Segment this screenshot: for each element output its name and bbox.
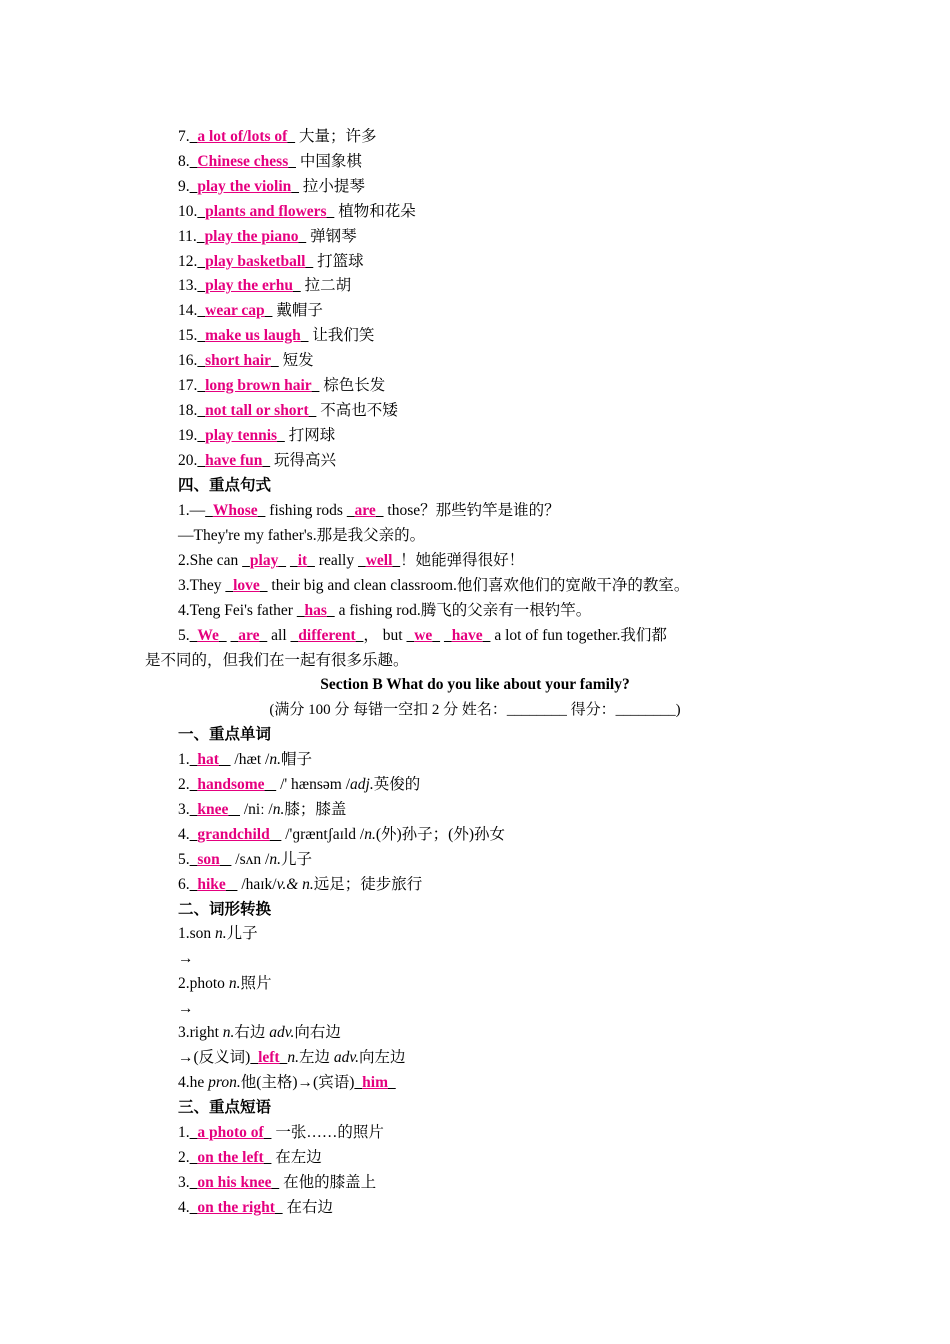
form-arrow: → — [178, 1000, 194, 1017]
phrase-item: 2. on the left 在左边 — [178, 1148, 322, 1166]
form-arrow: → — [178, 950, 194, 967]
sentence-2: 2.She can play it really well ！她能弹得很好！ — [178, 552, 525, 569]
answer-blank: play basketball — [205, 252, 306, 270]
form-item-2: 2.photo n.照片 — [178, 975, 272, 992]
answer-blank: on the left — [197, 1148, 264, 1166]
answer-blank: long brown hair — [205, 377, 312, 394]
sentence-1-reply: —They're my father's.那是我父亲的。 — [178, 527, 426, 544]
answer-blank: love — [233, 577, 260, 594]
answer-blank: We — [197, 627, 219, 644]
answer-blank: a lot of/lots of — [197, 128, 288, 145]
answer-blank: play the erhu — [205, 277, 293, 295]
answer-blank: handsome — [197, 775, 265, 793]
answer-blank: plants and flowers — [205, 202, 327, 220]
answer-blank: have — [451, 627, 483, 644]
sentence-5: 5. We are all different ， but we have a lot of fun together.我们都 — [178, 627, 667, 644]
answer-blank: play the piano — [204, 227, 299, 245]
answer-blank: knee — [197, 800, 229, 818]
answer-blank: has — [304, 602, 327, 619]
answer-blank: play tennis — [205, 426, 278, 444]
sentence-4: 4.Teng Fei's father has a fishing rod.腾飞的父亲有一根钓竿。 — [178, 602, 592, 619]
phrase-item: 9. play the violin 拉小提琴 — [178, 177, 365, 195]
phrase-item: 14. wear cap 戴帽子 — [178, 302, 323, 320]
answer-blank: different — [298, 627, 356, 644]
answer-blank: play the violin — [197, 177, 292, 195]
sentence-5-continued: 是不同的，但我们在一起有很多乐趣。 — [145, 652, 409, 669]
phrase-item: 16. short hair 短发 — [178, 352, 314, 370]
form-item-3: 3.right n.右边 adv.向右边 — [178, 1024, 341, 1041]
word-item: 4. grandchild /'ɡræntʃaɪld /n.(外)孙子；(外)孙女 — [178, 825, 506, 843]
phrase-item: 17. long brown hair 棕色长发 — [178, 377, 386, 394]
answer-blank: not tall or short — [205, 401, 309, 419]
word-item: 5. son /sʌn /n.儿子 — [178, 850, 312, 868]
word-item: 1. hat /hæt /n.帽子 — [178, 751, 312, 768]
phrase-item: 3. on his knee 在他的膝盖上 — [178, 1173, 377, 1191]
section-heading-phrases: 三、重点短语 — [178, 1099, 272, 1116]
answer-blank: a photo of — [197, 1124, 264, 1141]
form-item-3-antonym: →(反义词) left n.左边 adv.向左边 — [178, 1049, 406, 1066]
answer-blank: well — [365, 552, 393, 569]
phrase-item: 8. Chinese chess 中国象棋 — [178, 152, 362, 170]
answer-blank: Chinese chess — [197, 152, 289, 170]
answer-blank: Whose — [212, 502, 258, 519]
form-item-4: 4.he pron.他(主格)→(宾语) him — [178, 1074, 388, 1091]
phrase-item: 4. on the right 在右边 — [178, 1198, 334, 1216]
answer-blank: grandchild — [197, 825, 270, 843]
form-item-1: 1.son n.儿子 — [178, 925, 258, 942]
section-heading-words: 一、重点单词 — [178, 726, 272, 743]
phrase-item: 13. play the erhu 拉二胡 — [178, 277, 352, 295]
answer-blank: make us laugh — [205, 327, 301, 345]
section-heading-forms: 二、词形转换 — [178, 901, 272, 918]
phrase-item: 12. play basketball 打篮球 — [178, 252, 364, 270]
answer-blank: are — [238, 627, 260, 644]
answer-blank: short hair — [205, 352, 271, 370]
word-item: 6. hike /haɪk/v.& n.远足；徒步旅行 — [178, 875, 423, 893]
answer-blank: on his knee — [197, 1173, 272, 1191]
phrase-item: 18. not tall or short 不高也不矮 — [178, 401, 398, 419]
answer-blank: play — [249, 552, 279, 569]
section-b-title: Section B What do you like about your family? — [320, 676, 630, 693]
phrase-item: 10. plants and flowers 植物和花朵 — [178, 202, 416, 220]
word-item: 2. handsome /' hænsəm /adj.英俊的 — [178, 775, 421, 793]
answer-blank: left — [258, 1049, 280, 1066]
phrase-item: 15. make us laugh 让我们笑 — [178, 327, 375, 345]
phrase-item: 19. play tennis 打网球 — [178, 426, 336, 444]
phrase-item: 1. a photo of 一张……的照片 — [178, 1124, 384, 1141]
section-heading-sentences: 四、重点句式 — [178, 477, 272, 494]
answer-blank: we — [414, 627, 433, 644]
answer-blank: him — [362, 1074, 388, 1091]
sentence-1: 1.— Whose fishing rods are those？那些钓竿是谁的？ — [178, 502, 560, 519]
answer-blank: son — [197, 850, 220, 868]
answer-blank: on the right — [197, 1198, 275, 1216]
sentence-3: 3.They love their big and clean classroom.他们喜欢他们的宽敞干净的教室。 — [178, 577, 690, 594]
phrase-item: 7. a lot of/lots of 大量；许多 — [178, 128, 377, 145]
answer-blank: wear cap — [205, 302, 265, 320]
answer-blank: hat — [197, 751, 219, 768]
phrase-item: 11. play the piano 弹钢琴 — [178, 227, 357, 245]
answer-blank: hike — [197, 875, 226, 893]
phrase-item: 20. have fun 玩得高兴 — [178, 451, 337, 469]
score-line: (满分 100 分 每错一空扣 2 分 姓名：________ 得分：________) — [269, 702, 681, 718]
answer-blank: it — [297, 552, 308, 569]
answer-blank: have fun — [205, 451, 263, 469]
word-item: 3. knee /niː /n.膝；膝盖 — [178, 800, 347, 818]
answer-blank: are — [354, 502, 376, 519]
